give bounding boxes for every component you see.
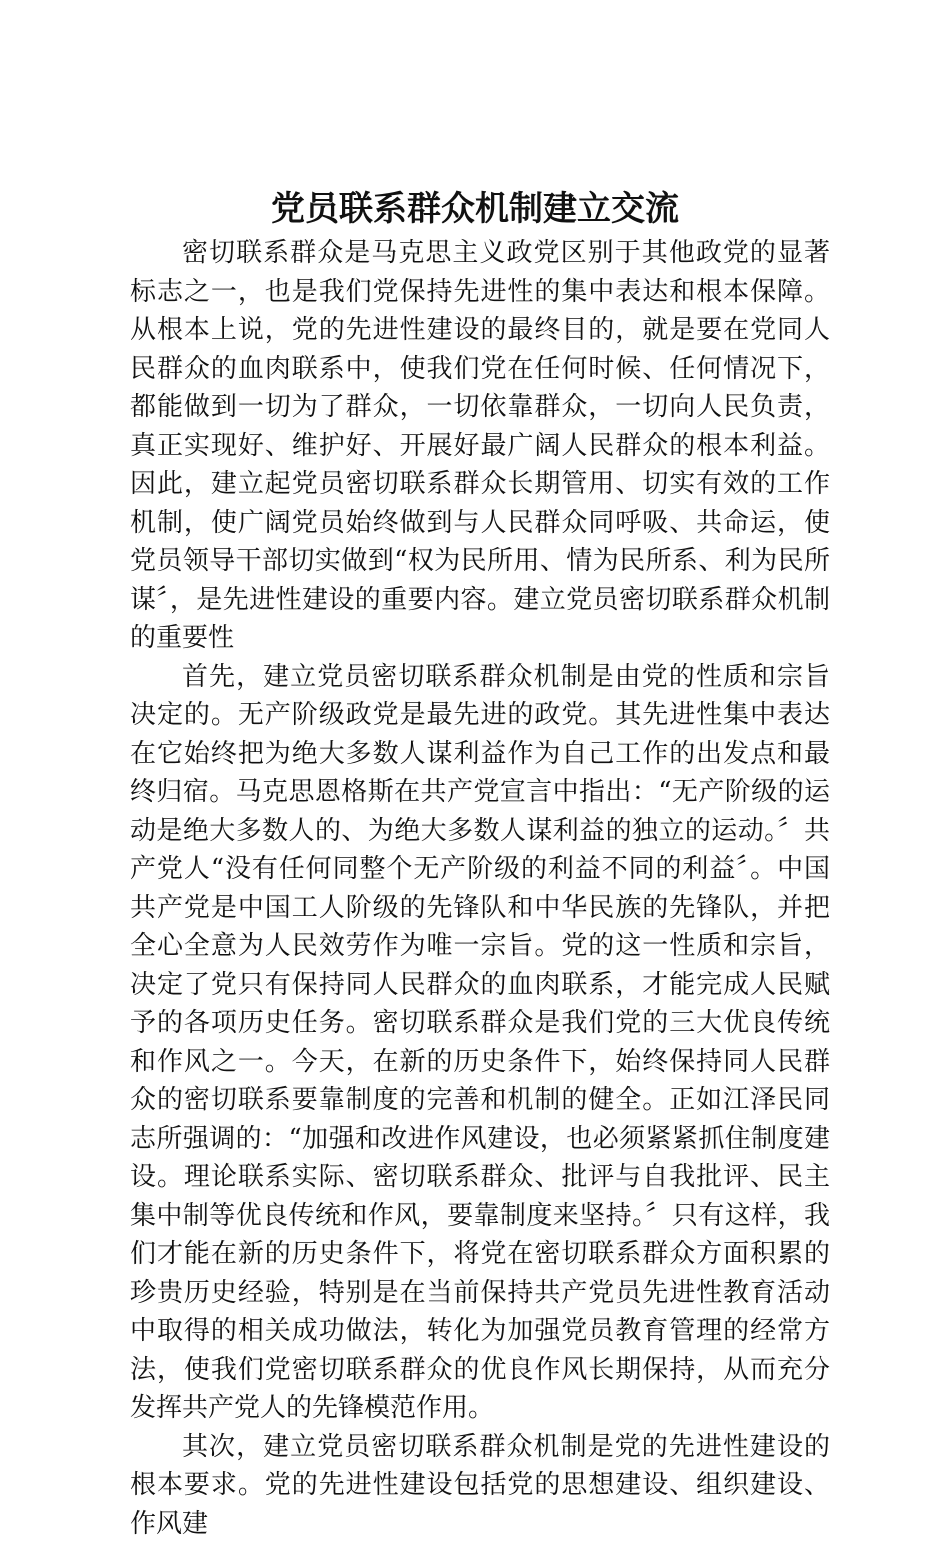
document-title: 党员联系群众机制建立交流	[0, 185, 950, 233]
document-body	[130, 234, 830, 1543]
paragraph: 首先，建立党员密切联系群众机制是由党的性质和宗旨决定的。无产阶级政党是最先进的政党。其先进性集中表达在它始终把为绝大多数人谋利益作为自己工作的出发点和最终归宿。马克思恩格斯在共产党宣言中指出：“无产阶级的运动是绝大多数人的、为绝大多数人谋利益的独立的运动。〞共产党人“没有任何同整个无产阶级的利益不同的利益〞。中国共产党是中国工人阶级的先锋队和中华民族的先锋队，并把全心全意为人民效劳作为唯一宗旨。党的这一性质和宗旨，决定了党只有保持同人民群众的血肉联系，才能完成人民赋予的各项历史任务。密切联系群众是我们党的三大优良传统和作风之一。今天，在新的历史条件下，始终保持同人民群众的密切联系要靠制度的完善和机制的健全。正如江泽民同志所强调的：“加强和改进作风建设，也必须紧紧抓住制度建设。理论联系实际、密切联系群众、批评与自我批评、民主集中制等优良传统和作风，要靠制度来坚持。〞只有这样，我们才能在新的历史条件下，将党在密切联系群众方面积累的珍贵历史经验，特别是在当前保持共产党员先进性教育活动中取得的相关成功做法，转化为加强党员教育管理的经常方法，使我们党密切联系群众的优良作风长期保持，从而充分发挥共产党人的先锋模范作用。	[130, 658, 830, 1428]
paragraph: 其次，建立党员密切联系群众机制是党的先进性建设的根本要求。党的先进性建设包括党的思想建设、组织建设、作风建	[130, 1428, 830, 1543]
paragraph: 密切联系群众是马克思主义政党区别于其他政党的显著标志之一，也是我们党保持先进性的集中表达和根本保障。从根本上说，党的先进性建设的最终目的，就是要在党同人民群众的血肉联系中，使我们党在任何时候、任何情况下，都能做到一切为了群众，一切依靠群众，一切向人民负责，真正实现好、维护好、开展好最广阔人民群众的根本利益。因此，建立起党员密切联系群众长期管用、切实有效的工作机制，使广阔党员始终做到与人民群众同呼吸、共命运，使党员领导干部切实做到“权为民所用、情为民所系、利为民所谋〞，是先进性建设的重要内容。建立党员密切联系群众机制的重要性	[130, 234, 830, 658]
